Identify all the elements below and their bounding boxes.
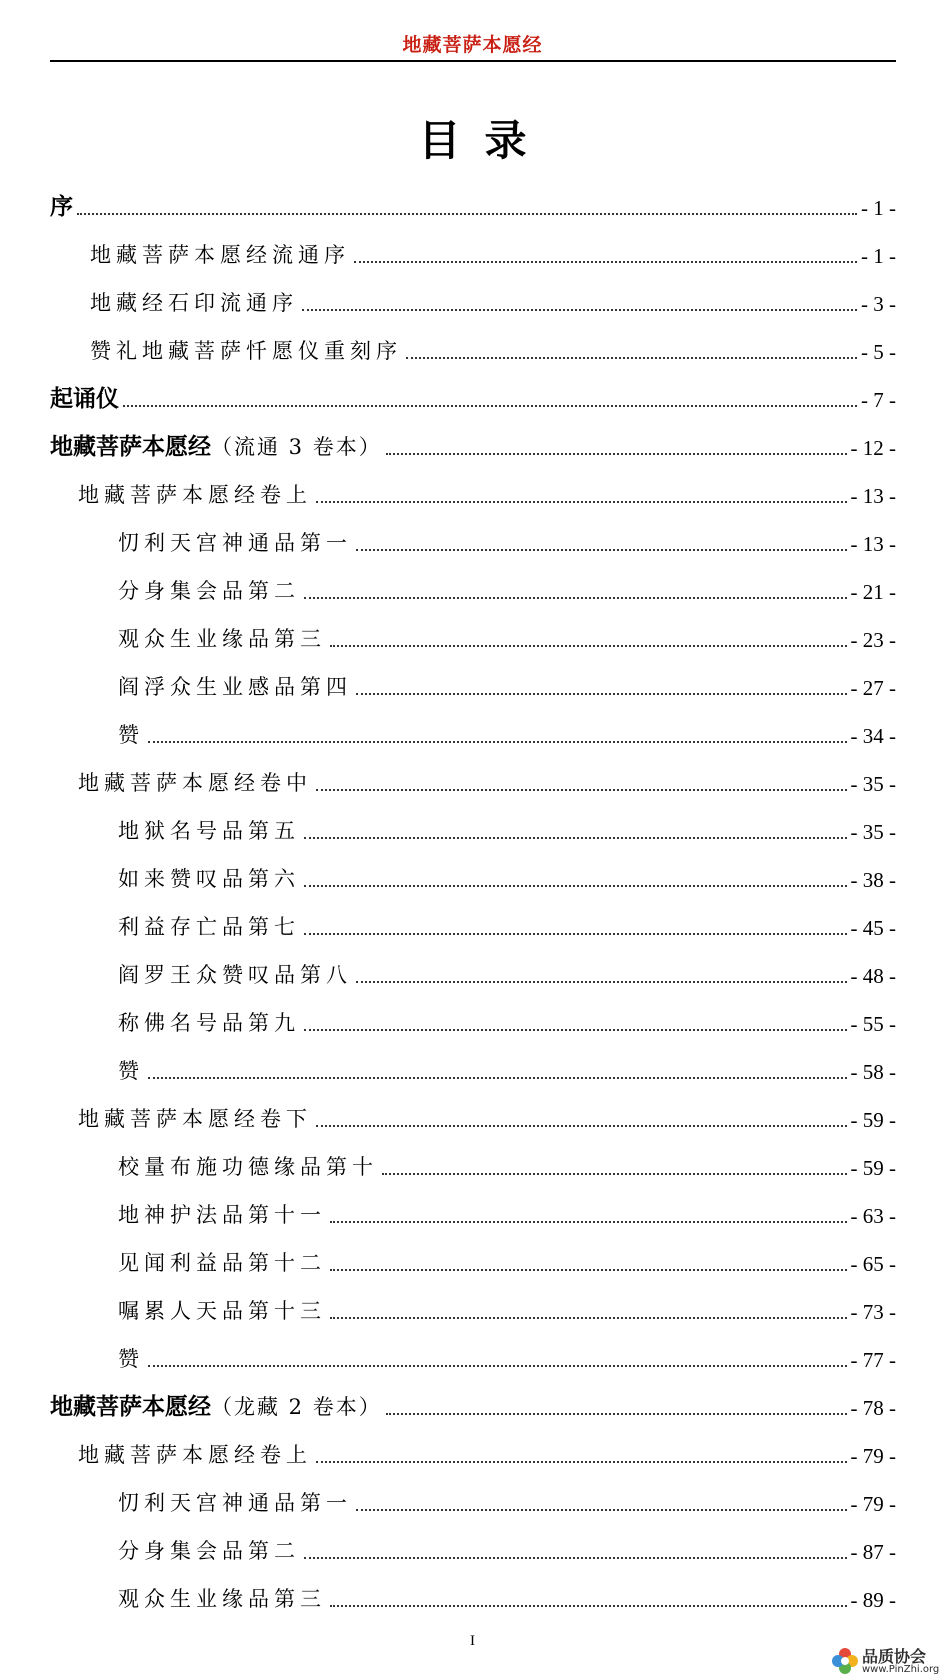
toc-entry-title: 赞 [118, 1059, 144, 1083]
toc-entry-title: 利益存亡品第七 [118, 915, 300, 939]
toc-entry-title: 观众生业缘品第三 [118, 1587, 326, 1611]
toc-entry-title: 地藏经石印流通序 [90, 291, 298, 315]
toc-page-number: - 23 - [850, 628, 896, 652]
dot-leader [316, 1461, 847, 1463]
dot-leader [304, 1029, 847, 1031]
toc-entry[interactable] [50, 1569, 896, 1617]
toc-page-number: - 34 - [850, 724, 896, 748]
dot-leader [330, 1605, 847, 1607]
dot-leader [316, 501, 847, 503]
page-number: I [470, 1633, 475, 1649]
dot-leader [382, 1173, 847, 1175]
toc-entry[interactable] [50, 273, 896, 321]
toc-page-number: - 27 - [850, 676, 896, 700]
watermark-url: www.PinZhi.org [862, 1664, 940, 1675]
dot-leader [354, 261, 857, 263]
toc-entry[interactable] [50, 1281, 896, 1329]
dot-leader [356, 981, 847, 983]
toc-entry-title: 忉利天宫神通品第一 [118, 1491, 352, 1515]
toc-entry[interactable] [50, 1041, 896, 1089]
toc-entry-title: 如来赞叹品第六 [118, 867, 300, 891]
watermark [828, 1644, 944, 1678]
dot-leader [304, 1557, 847, 1559]
toc-entry-title: 起诵仪 [50, 386, 119, 412]
page-title: 目录 [418, 116, 551, 165]
toc-page-number: - 12 - [850, 436, 896, 460]
table-of-contents [50, 177, 896, 1617]
toc-entry[interactable] [50, 225, 896, 273]
toc-entry[interactable] [50, 1137, 896, 1185]
toc-page-number: - 48 - [850, 964, 896, 988]
toc-entry-title: 见闻利益品第十二 [118, 1251, 326, 1275]
running-header: 地藏菩萨本愿经 [402, 34, 543, 56]
toc-entry-title: 地藏菩萨本愿经卷上 [78, 483, 312, 507]
dot-leader [304, 885, 847, 887]
toc-entry[interactable] [50, 1233, 896, 1281]
toc-entry-subtitle: （流通 3 卷本） [211, 435, 382, 459]
toc-page-number: - 55 - [850, 1012, 896, 1036]
toc-entry[interactable] [50, 993, 896, 1041]
toc-entry[interactable] [50, 321, 896, 369]
dot-leader [330, 1269, 847, 1271]
toc-page-number: - 63 - [850, 1204, 896, 1228]
toc-page-number: - 87 - [850, 1540, 896, 1564]
dot-leader [148, 1077, 847, 1079]
dot-leader [356, 1509, 847, 1511]
toc-entry-title: 忉利天宫神通品第一 [118, 531, 352, 555]
toc-entry[interactable] [50, 1377, 896, 1425]
toc-entry[interactable] [50, 1185, 896, 1233]
dot-leader [304, 597, 847, 599]
toc-entry[interactable] [50, 465, 896, 513]
toc-page-number: - 59 - [850, 1108, 896, 1132]
dot-leader [386, 453, 847, 455]
toc-page-number: - 5 - [861, 340, 896, 364]
flower-logo-icon [828, 1644, 862, 1678]
toc-entry-title: 称佛名号品第九 [118, 1011, 300, 1035]
toc-page-number: - 89 - [850, 1588, 896, 1612]
dot-leader [330, 645, 847, 647]
toc-entry-title: 赞礼地藏菩萨忏愿仪重刻序 [90, 339, 402, 363]
toc-entry-title: 赞 [118, 723, 144, 747]
toc-page-number: - 13 - [850, 532, 896, 556]
toc-page-number: - 79 - [850, 1444, 896, 1468]
toc-entry[interactable] [50, 177, 896, 225]
toc-entry-title: 校量布施功德缘品第十 [118, 1155, 378, 1179]
toc-page-number: - 59 - [850, 1156, 896, 1180]
toc-entry[interactable] [50, 849, 896, 897]
toc-entry[interactable] [50, 1473, 896, 1521]
toc-entry[interactable] [50, 609, 896, 657]
toc-entry-title: 阎罗王众赞叹品第八 [118, 963, 352, 987]
toc-page-number: - 78 - [850, 1396, 896, 1420]
toc-entry-title: 地藏菩萨本愿经卷下 [78, 1107, 312, 1131]
toc-entry[interactable] [50, 801, 896, 849]
toc-page-number: - 45 - [850, 916, 896, 940]
toc-entry-title: 地藏菩萨本愿经（流通 3 卷本） [50, 434, 382, 460]
toc-page-number: - 13 - [850, 484, 896, 508]
watermark-name: 品质协会 [862, 1647, 927, 1666]
toc-entry[interactable] [50, 513, 896, 561]
dot-leader [330, 1221, 847, 1223]
dot-leader [356, 693, 847, 695]
dot-leader [148, 1365, 847, 1367]
toc-entry[interactable] [50, 1425, 896, 1473]
toc-entry-title: 地神护法品第十一 [118, 1203, 326, 1227]
toc-page-number: - 3 - [861, 292, 896, 316]
toc-page-number: - 7 - [861, 388, 896, 412]
toc-entry-title: 地狱名号品第五 [118, 819, 300, 843]
toc-entry[interactable] [50, 417, 896, 465]
toc-page-number: - 38 - [850, 868, 896, 892]
toc-entry-title: 序 [50, 194, 73, 220]
toc-page-number: - 73 - [850, 1300, 896, 1324]
dot-leader [316, 1125, 847, 1127]
toc-entry-title: 地藏菩萨本愿经流通序 [90, 243, 350, 267]
toc-entry-title: 嘱累人天品第十三 [118, 1299, 326, 1323]
toc-entry-title: 分身集会品第二 [118, 1539, 300, 1563]
toc-page-number: - 77 - [850, 1348, 896, 1372]
toc-entry-title: 阎浮众生业感品第四 [118, 675, 352, 699]
dot-leader [330, 1317, 847, 1319]
dot-leader [406, 357, 857, 359]
dot-leader [304, 837, 847, 839]
toc-page-number: - 79 - [850, 1492, 896, 1516]
toc-entry-title: 赞 [118, 1347, 144, 1371]
dot-leader [356, 549, 847, 551]
dot-leader [123, 405, 857, 407]
toc-entry-title: 地藏菩萨本愿经（龙藏 2 卷本） [50, 1394, 382, 1420]
toc-entry[interactable] [50, 561, 896, 609]
toc-entry-title: 观众生业缘品第三 [118, 627, 326, 651]
dot-leader [304, 933, 847, 935]
dot-leader [302, 309, 857, 311]
toc-entry-subtitle: （龙藏 2 卷本） [211, 1395, 382, 1419]
toc-entry[interactable] [50, 1329, 896, 1377]
toc-entry[interactable] [50, 1089, 896, 1137]
toc-page-number: - 58 - [850, 1060, 896, 1084]
toc-entry[interactable] [50, 369, 896, 417]
toc-page-number: - 65 - [850, 1252, 896, 1276]
toc-page-number: - 35 - [850, 772, 896, 796]
toc-entry[interactable] [50, 945, 896, 993]
toc-entry[interactable] [50, 897, 896, 945]
dot-leader [316, 789, 847, 791]
toc-entry[interactable] [50, 1521, 896, 1569]
toc-page-number: - 21 - [850, 580, 896, 604]
toc-page-number: - 1 - [861, 244, 896, 268]
toc-entry-title: 地藏菩萨本愿经卷上 [78, 1443, 312, 1467]
header-rule [50, 60, 896, 62]
toc-page-number: - 35 - [850, 820, 896, 844]
dot-leader [386, 1413, 847, 1415]
toc-entry[interactable] [50, 705, 896, 753]
toc-page-number: - 1 - [861, 196, 896, 220]
toc-entry[interactable] [50, 753, 896, 801]
toc-entry[interactable] [50, 657, 896, 705]
toc-entry-title: 分身集会品第二 [118, 579, 300, 603]
dot-leader [77, 213, 857, 215]
toc-entry-title: 地藏菩萨本愿经卷中 [78, 771, 312, 795]
dot-leader [148, 741, 847, 743]
